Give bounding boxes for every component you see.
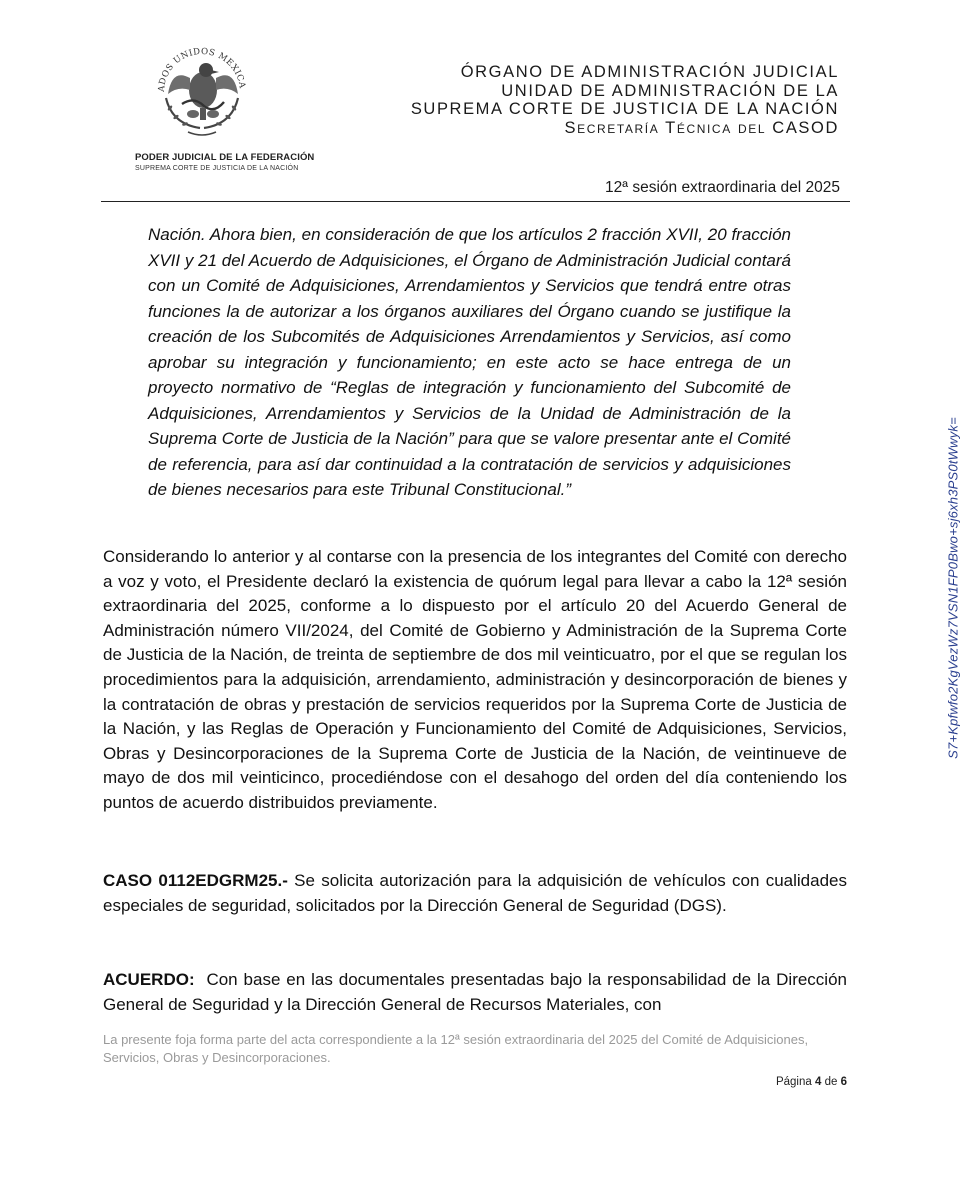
page-total: 6 (840, 1076, 847, 1088)
caso-text: Se solicita autorización para la adquisición de vehículos con cualidades especiales de seguridad, solicitados por la Dirección General de Seguridad (DGS). (103, 871, 847, 915)
seal-arc-text: ADOS UNIDOS MEXICA (156, 46, 247, 93)
acuerdo-text: Con base en las documentales presentadas bajo la responsabilidad de la Dirección General de Seguridad y la Dirección General de Recursos Materiales, con (103, 970, 847, 1014)
header-divider (101, 201, 850, 202)
acuerdo-label: ACUERDO: (103, 970, 195, 989)
page-current: 4 (814, 1076, 822, 1088)
quoted-paragraph: Nación. Ahora bien, en consideración de que los artículos 2 fracción XVII, 20 fracción XVII y 21 del Acuerdo de Adquisiciones, el Órgano de Administración Judicial contará con un Comité de Adquisiciones, Arrendamientos y Servicios que tendrá entre otras funciones la de autorizar a los órganos auxiliares del Órgano cuando se justifique la creación de los Subcomités de Adquisiciones Arrendamientos y Servicios, así como aprobar su integración y funcionamiento; en este acto se hace entrega de un proyecto normativo de “Reglas de integración y funcionamiento del Subcomité de Adquisiciones, Arrendamientos y Servicios de la Unidad de Administración de la Suprema Corte de Justicia de la Nación” para que se valore presentar ante el Comité de referencia, para así dar continuidad a la contratación de servicios y adquisiciones de bienes necesarios para este Tribunal Constitucional.” (148, 225, 791, 499)
considerando-paragraph: Considerando lo anterior y al contarse con la presencia de los integrantes del Comité con derecho a voz y voto, el Presidente declaró la existencia de quórum legal para llevar a cabo la 12ª sesión extraordinaria del 2025, conforme a lo dispuesto por el artículo 20 del Acuerdo General de Administración número VII/2024, del Comité de Gobierno y Administración de la Suprema Corte de Justicia de la Nación, de treinta de septiembre de dos mil veinticuatro, por el que se regulan los procedimientos para la adquisición, arrendamiento, administración y desincorporación de bienes y la contratación de obras y prestación de servicios requeridos por la Suprema Corte de Justicia de la Nación, y las Reglas de Operación y Funcionamiento del Comité de Adquisiciones, Servicios, Obras y Desincorporaciones de la Suprema Corte de Justicia de la Nación, de veintinueve de mayo de dos mil veinticinco, procediéndose con el desahogo del orden del día conteniendo los puntos de acuerdo distribuidos previamente. (103, 547, 847, 812)
mexican-seal-logo (148, 28, 256, 140)
org-name: PODER JUDICIAL DE LA FEDERACIÓN (135, 152, 315, 163)
org-subname: SUPREMA CORTE DE JUSTICIA DE LA NACIÓN (135, 165, 299, 172)
header-line-1: ÓRGANO DE ADMINISTRACIÓN JUDICIAL (460, 63, 839, 81)
page-label: Página (775, 1076, 812, 1088)
footer-note: La presente foja forma parte del acta correspondiente a la 12ª sesión extraordinaria del 2025 del Comité de Adquisiciones, Servicios, Obras y Desincorporaciones. (103, 1032, 809, 1065)
session-title: 12ª sesión extraordinaria del 2025 (605, 179, 840, 196)
eagle-seal-icon (148, 28, 256, 140)
caso-paragraph (103, 869, 847, 918)
side-verification-code: S7+Kpfwfo2KgVezWz7VSN1FP0Bwo+sj6xh3PS0tWwyk= (945, 417, 961, 759)
header-line-2: UNIDAD DE ADMINISTRACIÓN DE LA (501, 82, 839, 100)
page-of: de (824, 1076, 838, 1088)
header-line-4: Secretaría Técnica del CASOD (564, 119, 839, 137)
page-number (776, 1076, 847, 1088)
header-line-3: SUPREMA CORTE DE JUSTICIA DE LA NACIÓN (410, 100, 839, 118)
caso-label: CASO 0112EDGRM25.- (103, 871, 288, 890)
acuerdo-paragraph (103, 968, 847, 1017)
